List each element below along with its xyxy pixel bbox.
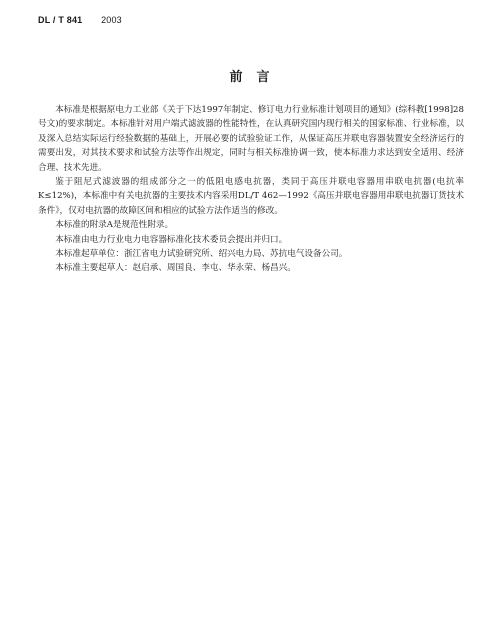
standard-year: 2003 xyxy=(101,15,122,25)
paragraph: 鉴于阻尼式滤波器的组成部分之一的低阻电感电抗器，类同于高压并联电容器用串联电抗器(电抗率K≤12%)，本标准中有关电抗器的主要技术内容采用DL/T 462—1992《高压并联电容器用串联电抗器订货技术条件》，仅对电抗器的故障区间和相应的试验方法作适当的修改。 xyxy=(38,177,464,216)
page-header xyxy=(38,15,122,25)
standard-code: DL / T 841 xyxy=(38,15,83,25)
page-title: 前言 xyxy=(229,70,284,85)
body-text xyxy=(38,103,464,276)
paragraph: 本标准由电力行业电力电容器标准化技术委员会提出并归口。 xyxy=(55,234,288,245)
paragraph: 本标准主要起草人：赵启承、周国良、李屯、华永荣、杨昌兴。 xyxy=(55,263,296,274)
paragraph: 本标准是根据原电力工业部《关于下达1997年制定、修订电力行业标准计划项目的通知》(综科教[1998]28号文)的要求制定。本标准针对用户端式滤波器的性能特性，在认真研究国内现行相关的国家标准、行业标准，以及深入总结实际运行经验数据的基础上，开展必要的试验验证工作，从保证高压并联电容器装置安全经济运行的需要出发，对其技术要求和试验方法等作出规定，同时与相关标准协调一致，使本标准力求达到安全适用、经济合理、技术先进。 xyxy=(38,105,464,173)
paragraph: 本标准起草单位：浙江省电力试验研究所、绍兴电力局、苏抗电气设备公司。 xyxy=(55,249,348,260)
paragraph: 本标准的附录A是规范性附录。 xyxy=(55,220,174,231)
